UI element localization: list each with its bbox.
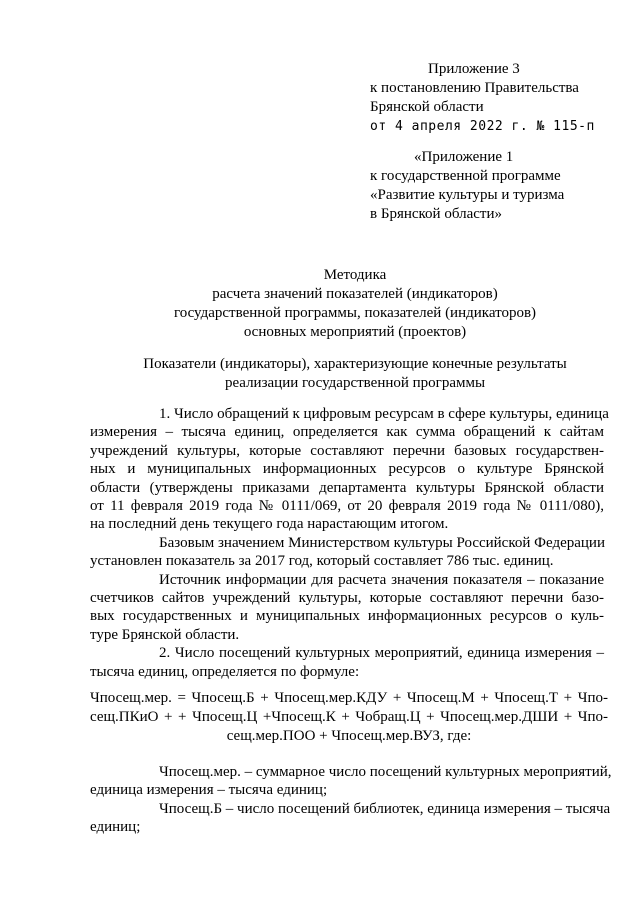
formula	[90, 689, 608, 746]
title-line: государственной программы, показателей (индикаторов)	[173, 305, 537, 321]
formula-line: Чпосещ.мер. = Чпосещ.Б + Чпосещ.мер.КДУ + Чпосещ.М + Чпосещ.Т + Чпо-	[90, 690, 608, 706]
definition-line: Чпосещ.мер. – суммарное число посещений культурных мероприятий,	[159, 764, 612, 780]
paragraph-line: тысяча единиц, определяется по формуле:	[90, 663, 360, 680]
appendix-number: Приложение 3	[428, 61, 520, 77]
program-appendix-line-3: «Развитие культуры и туризма	[370, 187, 565, 203]
program-appendix-header	[370, 148, 564, 224]
paragraph-line: счетчиков сайтов учреждений культуры, которые составляют перечни базо-	[90, 590, 604, 607]
program-appendix-line-4: в Брянской области»	[370, 206, 502, 222]
paragraph-line: туре Брянской области.	[90, 626, 240, 643]
paragraph-line: области (утверждены приказами департамента культуры Брянской области	[90, 479, 604, 496]
document-title	[0, 266, 640, 342]
paragraph-line: от 11 февраля 2019 года № 0111/069, от 20 февраля 2019 года № 0111/080),	[90, 498, 604, 515]
subtitle-line: Показатели (индикаторы), характеризующие конечные результаты	[143, 356, 567, 372]
title-line: расчета значений показателей (индикаторов)	[212, 286, 498, 302]
appendix-resolution-line: к постановлению Правительства	[370, 80, 579, 96]
definition-line: Чпосещ.Б – число посещений библиотек, единица измерения – тысяча	[159, 800, 611, 817]
paragraph-1	[90, 405, 609, 534]
section-subtitle	[0, 355, 640, 393]
paragraph-line: вых государственных и муниципальных информационных ресурсов о куль-	[90, 608, 604, 625]
paragraph-line: учреждений культуры, которые составляют перечни базовых государствен-	[90, 442, 604, 459]
subtitle-line: реализации государственной программы	[224, 375, 486, 391]
paragraph-line: установлен показатель за 2017 год, который составляет 786 тыс. единиц.	[90, 553, 554, 570]
paragraph-4	[90, 644, 604, 681]
paragraph-line: 2. Число посещений культурных мероприятий, единица измерения –	[159, 645, 604, 662]
appendix-header	[370, 60, 595, 136]
title-line: Методика	[323, 267, 387, 283]
title-line: основных мероприятий (проектов)	[243, 324, 467, 340]
paragraph-line: ных и муниципальных информационных ресурсов о культуре Брянской	[90, 461, 604, 478]
paragraph-line: Источник информации для расчета значения показателя – показание	[159, 571, 604, 588]
formula-line: сещ.мер.ПОО + Чпосещ.мер.ВУЗ, где:	[226, 728, 472, 744]
appendix-date-stamp: от 4 апреля 2022 г. № 115-п	[370, 119, 595, 134]
paragraph-line: на последний день текущего года нарастающим итогом.	[90, 516, 449, 533]
paragraph-2	[90, 534, 604, 571]
paragraph-line: 1. Число обращений к цифровым ресурсам в сфере культуры, единица	[159, 406, 609, 422]
appendix-region-line: Брянской области	[370, 99, 484, 115]
formula-line: сещ.ПКиО + + Чпосещ.Ц +Чпосещ.К + Чобращ.Ц + Чпосещ.мер.ДШИ + Чпо-	[90, 709, 608, 725]
paragraph-3	[90, 571, 604, 645]
body-text	[90, 405, 609, 681]
paragraph-line: Базовым значением Министерством культуры Российской Федерации	[159, 534, 605, 551]
paragraph-line: измерения – тысяча единиц, определяется как сумма обращений к сайтам	[90, 424, 604, 441]
formula-definitions	[90, 763, 612, 837]
definition-line: единиц;	[90, 819, 141, 836]
definition-line: единица измерения – тысяча единиц;	[90, 782, 328, 799]
program-appendix-line-2: к государственной программе	[370, 168, 561, 184]
program-appendix-number: «Приложение 1	[414, 149, 514, 165]
